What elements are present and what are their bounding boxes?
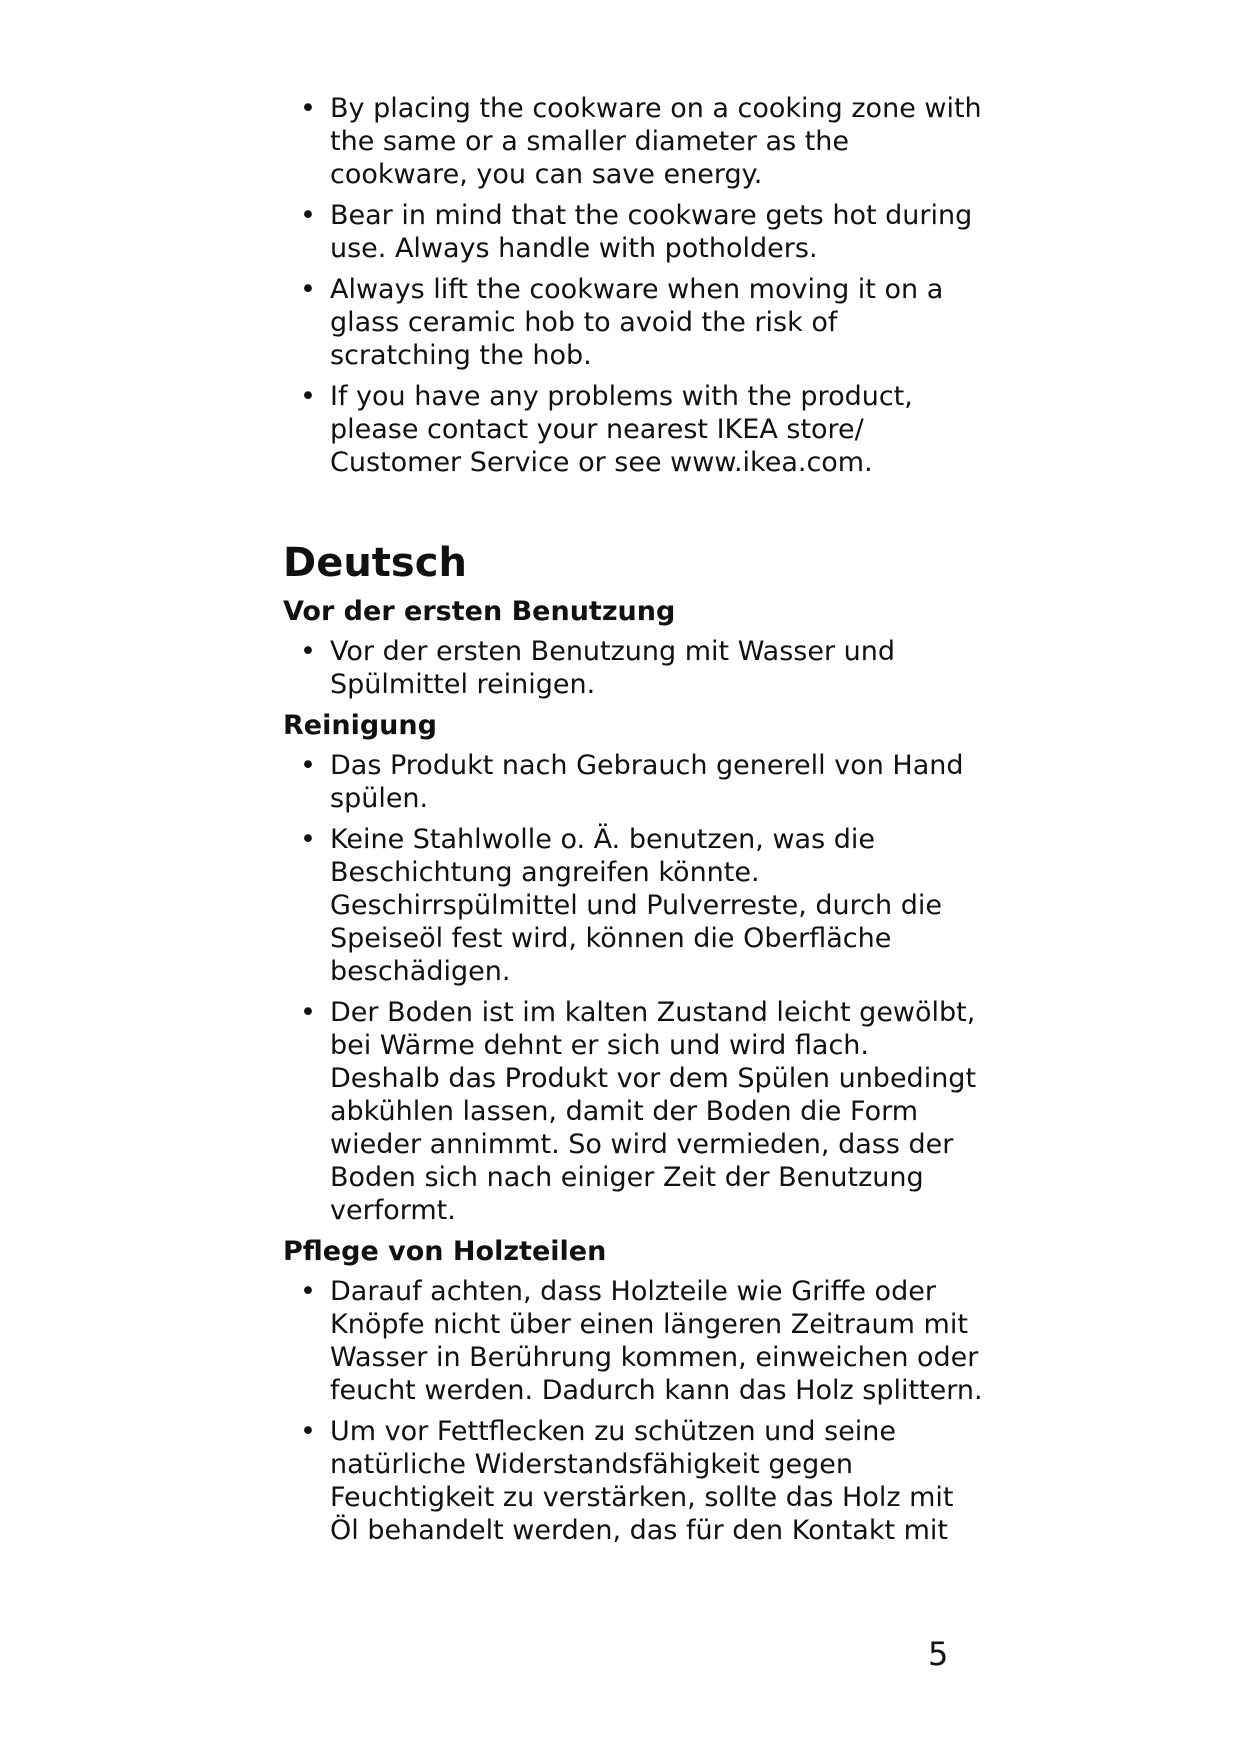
list-item	[283, 996, 983, 1227]
list-item	[283, 635, 983, 701]
list-item	[283, 199, 983, 265]
list-item-text: Darauf achten, dass Holzteile wie Griffe oder Knöpfe nicht über einen längeren Zeitraum mit Wasser in Berührung kommen, einweichen oder feucht werden. Dadurch kann das Holz splittern.	[330, 1276, 983, 1406]
list-item-text: If you have any problems with the product, please contact your nearest IKEA store/ Customer Service or see www.ikea.com.	[330, 381, 913, 478]
list-item	[283, 380, 983, 479]
bullet-icon: •	[300, 636, 316, 667]
list-item	[283, 823, 983, 988]
section-heading: Pflege von Holzteilen	[283, 1236, 607, 1267]
list-item-text: Vor der ersten Benutzung mit Wasser und Spülmittel reinigen.	[330, 636, 896, 700]
section-list	[283, 749, 983, 1227]
list-item	[283, 92, 983, 191]
bullet-icon: •	[300, 750, 316, 781]
bullet-icon: •	[300, 381, 316, 412]
list-item	[283, 273, 983, 372]
list-item	[283, 749, 983, 815]
language-heading: Deutsch	[283, 540, 467, 586]
list-item-text: Der Boden ist im kalten Zustand leicht gewölbt, bei Wärme dehnt er sich und wird flach. Deshalb das Produkt vor dem Spülen unbedingt abkühlen lassen, damit der Boden die Form wieder annimmt. So wird vermieden, dass der Boden sich nach einiger Zeit der Benutzung verformt.	[330, 997, 977, 1226]
bullet-icon: •	[300, 200, 316, 231]
list-item-text: Always lift the cookware when moving it on a glass ceramic hob to avoid the risk of scratching the hob.	[330, 274, 944, 371]
section-list	[283, 635, 983, 701]
list-item	[283, 1275, 983, 1407]
bullet-icon: •	[300, 824, 316, 855]
list-item-text: Bear in mind that the cookware gets hot during use. Always handle with potholders.	[330, 200, 973, 264]
bullet-icon: •	[300, 93, 316, 124]
list-item	[283, 1415, 983, 1547]
bullet-icon: •	[300, 1416, 316, 1447]
list-item-text: Keine Stahlwolle o. Ä. benutzen, was die Beschichtung angreifen könnte. Geschirrspülmittel und Pulverreste, durch die Speiseöl fest wird, können die Oberfläche beschädigen.	[330, 824, 942, 987]
list-item-text: Das Produkt nach Gebrauch generell von Hand spülen.	[330, 750, 964, 814]
list-item-text: Um vor Fettflecken zu schützen und seine natürliche Widerstandsfähigkeit gegen Feuchtigkeit zu verstärken, sollte das Holz mit Öl behandelt werden, das für den Kontakt mit	[330, 1416, 954, 1546]
section-heading: Vor der ersten Benutzung	[283, 596, 676, 627]
page-number: 5	[928, 1635, 949, 1673]
section-heading: Reinigung	[283, 710, 437, 741]
bullet-icon: •	[300, 997, 316, 1028]
section-list	[283, 1275, 983, 1547]
document-page	[283, 92, 983, 1555]
list-item-text: By placing the cookware on a cooking zone with the same or a smaller diameter as the cookware, you can save energy.	[330, 93, 982, 190]
english-tips-list	[283, 92, 983, 479]
bullet-icon: •	[300, 274, 316, 305]
bullet-icon: •	[300, 1276, 316, 1307]
